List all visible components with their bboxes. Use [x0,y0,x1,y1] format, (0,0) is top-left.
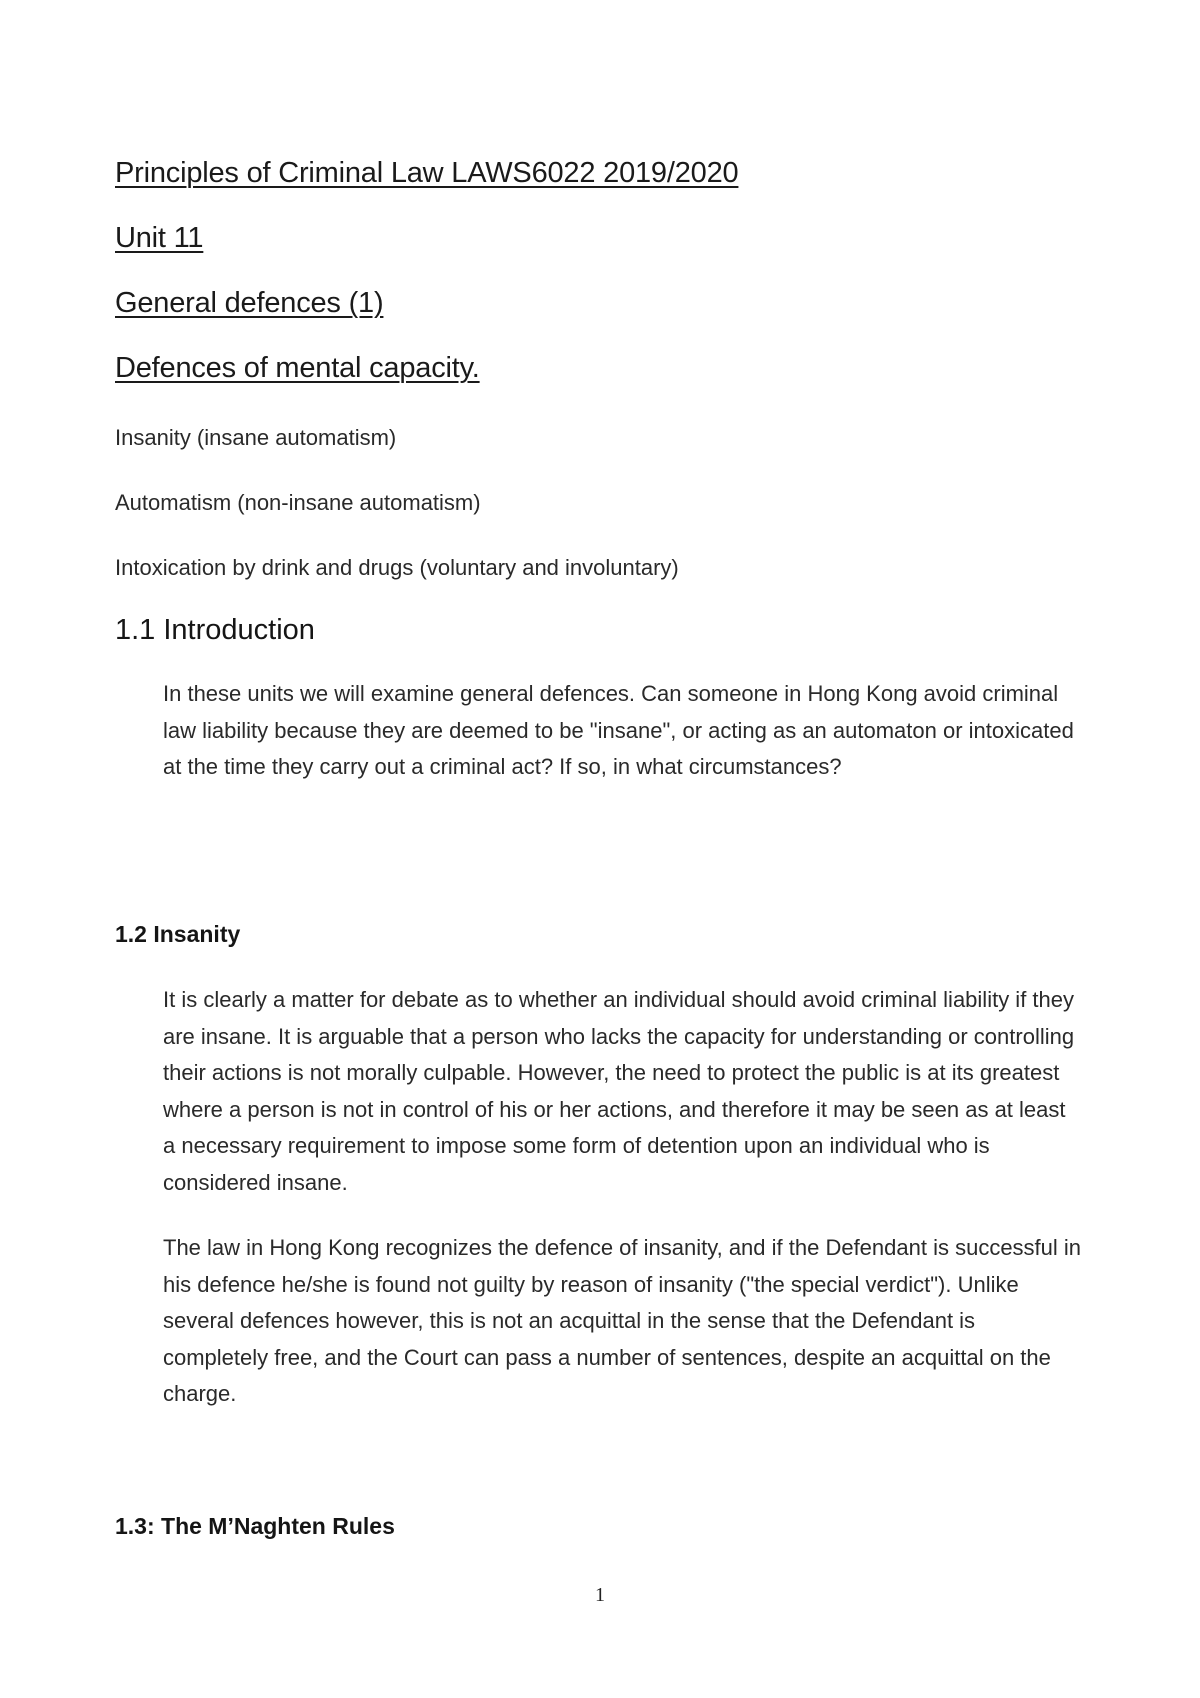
topic-title: General defences (1) [115,287,384,319]
section-heading-introduction: 1.1 Introduction [115,614,315,646]
defence-list-item: Intoxication by drink and drugs (voluntary and involuntary) [115,555,679,580]
defence-list-item: Insanity (insane automatism) [115,425,397,450]
section-heading-mnaghten: 1.3: The M’Naghten Rules [115,1513,395,1539]
defence-list-item: Automatism (non-insane automatism) [115,490,481,515]
unit-title: Unit 11 [115,222,204,254]
introduction-paragraph: In these units we will examine general defences. Can someone in Hong Kong avoid criminal law liability because they are deemed to be "insane", or acting as an automaton or intoxicated at the time they carry out a criminal act? If so, in what circumstances? [163,681,1074,780]
subtopic-title: Defences of mental capacity. [115,352,480,384]
course-title: Principles of Criminal Law LAWS6022 2019/2020 [115,157,739,189]
page-number: 1 [595,1584,605,1606]
section-heading-insanity: 1.2 Insanity [115,921,241,947]
insanity-paragraph-1: It is clearly a matter for debate as to whether an individual should avoid criminal liability if they are insane. It is arguable that a person who lacks the capacity for understanding or controlling their actions is not morally culpable. However, the need to protect the public is at its greatest where a person is not in control of his or her actions, and therefore it may be seen as at least a necessary requirement to impose some form of detention upon an individual who is considered insane. [163,987,1075,1195]
insanity-paragraph-2: The law in Hong Kong recognizes the defence of insanity, and if the Defendant is successful in his defence he/she is found not guilty by reason of insanity ("the special verdict"). Unlike several defences however, this is not an acquittal in the sense that the Defendant is completely free, and the Court can pass a number of sentences, despite an acquittal on the charge. [163,1235,1082,1407]
